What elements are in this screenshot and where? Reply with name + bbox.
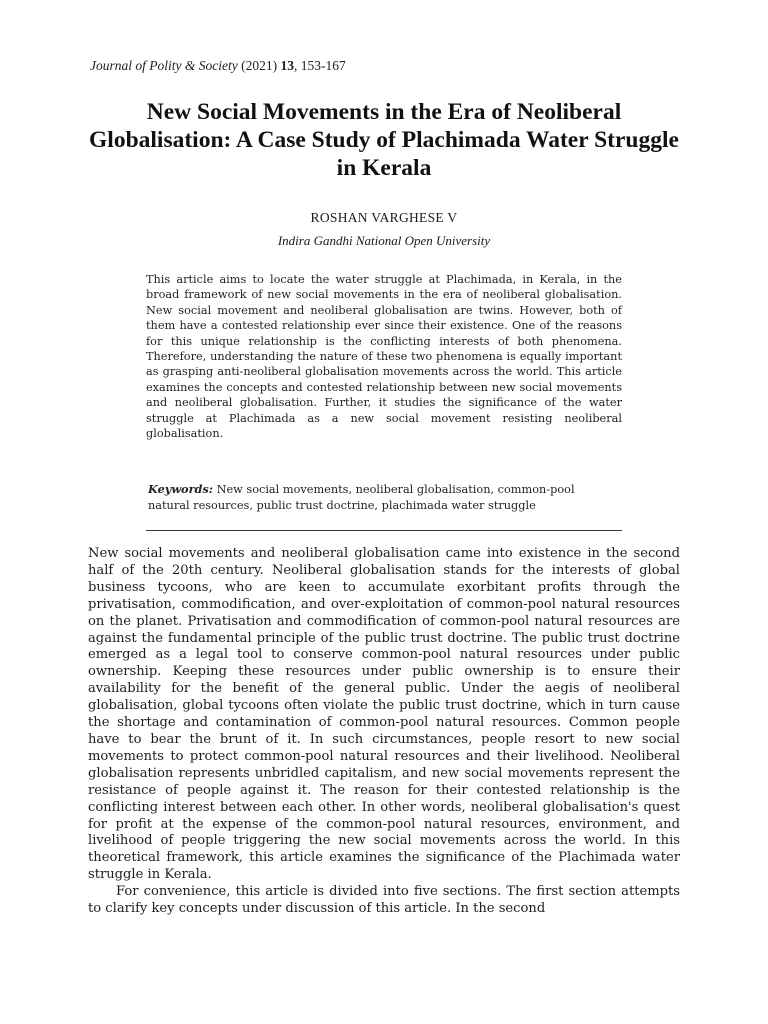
body-text	[88, 546, 680, 918]
body-paragraph-2: For convenience, this article is divided into five sections. The first section attempts to clarify key concepts under discussion of this article. In the second	[88, 884, 680, 917]
keywords-label: Keywords:	[148, 482, 213, 496]
abstract: This article aims to locate the water struggle at Plachimada, in Kerala, in the broad framework of new social movements in the era of neoliberal globalisation. New social movement and neoliberal globalisation are twins. However, both of them have a contested relationship ever since their existence. One of the reasons for this unique relationship is the conflicting interests of both phenomena. Therefore, understanding the nature of these two phenomena is equally important as grasping anti-neoliberal globalisation movements across the world. This article examines the concepts and contested relationship between new social movements and neoliberal globalisation. Further, it studies the significance of the water struggle at Plachimada as a new social movement resisting neoliberal globalisation.	[146, 273, 622, 441]
journal-citation	[90, 58, 346, 74]
article-title: New Social Movements in the Era of Neoliberal Globalisation: A Case Study of Plachimada Water Struggle in Kerala	[89, 99, 679, 181]
author-name: ROSHAN VARGHESE V	[310, 210, 458, 225]
journal-year: (2021)	[241, 58, 278, 73]
author-affiliation: Indira Gandhi National Open University	[277, 233, 491, 248]
keywords	[148, 481, 618, 514]
journal-name: Journal of Polity & Society	[90, 58, 238, 73]
keywords-divider	[146, 530, 622, 531]
body-paragraph-1: New social movements and neoliberal globalisation came into existence in the second half of the 20th century. Neoliberal globalisation stands for the interests of global business tycoons, who are keen to accumulate exorbitant profits through the privatisation, commodification, and over-exploitation of common-pool natural resources on the planet. Privatisation and commodification of common-pool natural resources are against the fundamental principle of the public trust doctrine. The public trust doctrine emerged as a legal tool to conserve common-pool natural resources under public ownership. Keeping these resources under public ownership is to ensure their availability for the benefit of the general public. Under the aegis of neoliberal globalisation, global tycoons often violate the public trust doctrine, which in turn cause the shortage and contamination of common-pool natural resources. Common people have to bear the brunt of it. In such circumstances, people resort to new social movements to protect common-pool natural resources and their livelihood. Neoliberal globalisation represents unbridled capitalism, and new social movements represent the resistance of people against it. The reason for their contested relationship is the conflicting interest between each other. In other words, neoliberal globalisation's quest for profit at the expense of the common-pool natural resources, environment, and livelihood of people triggering the new social movements across the world. In this theoretical framework, this article examines the significance of the Plachimada water struggle in Kerala.	[88, 546, 680, 883]
journal-volume: 13	[280, 58, 294, 73]
journal-pages: , 153-167	[293, 58, 346, 73]
keywords-list: New social movements, neoliberal globalisation, common-pool natural resources, public trust doctrine, plachimada water struggle	[148, 483, 575, 513]
